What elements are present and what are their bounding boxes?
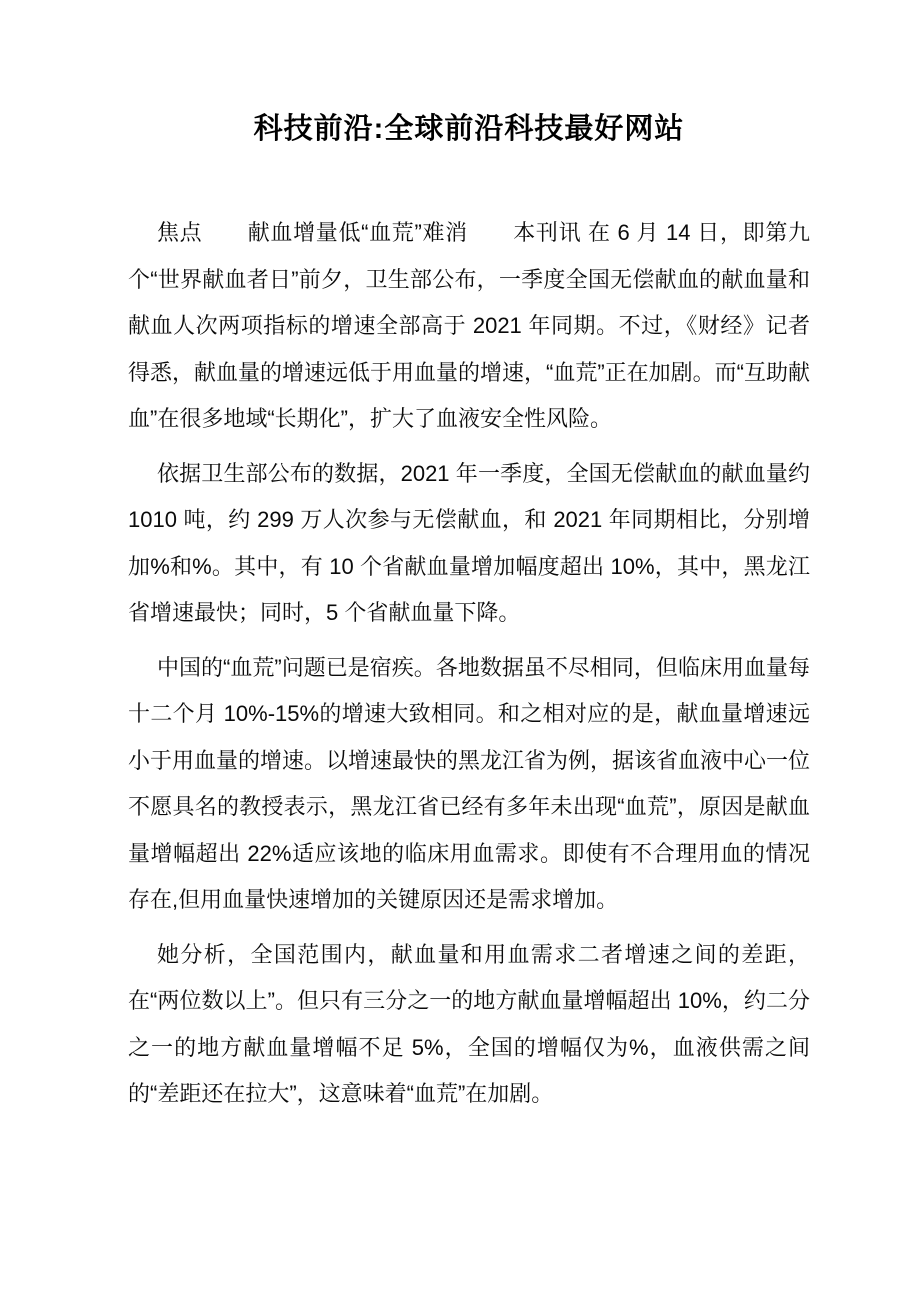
body-paragraph: 焦点 献血增量低“血荒”难消 本刊讯 在 6 月 14 日，即第九个“世界献血者日”前夕，卫生部公布，一季度全国无偿献血的献血量和献血人次两项指标的增速全部高于 2021 年同期。不过，《财经》记者得悉，献血量的增速远低于用血量的增速，“血荒”正在加剧。而“互助献血”在很多地域“长期化”，扩大了血液安全性风险。 [128,220,810,431]
document-content [128,0,810,1118]
body-paragraph: 中国的“血荒”问题已是宿疾。各地数据虽不尽相同，但临床用血量每十二个月 10%-15%的增速大致相同。和之相对应的是，献血量增速远小于用血量的增速。以增速最快的黑龙江省为例，据该省血液中心一位不愿具名的教授表示，黑龙江省已经有多年未出现“血荒”，原因是献血量增幅超出 22%适应该地的临床用血需求。即使有不合理用血的情况存在,但用血量快速增加的关键原因还是需求增加。 [128,654,811,912]
document-body [128,210,810,1118]
document-title: 科技前沿:全球前沿科技最好网站 [253,113,685,145]
body-paragraph: 她分析，全国范围内，献血量和用血需求二者增速之间的差距，在“两位数以上”。但只有三分之一的地方献血量增幅超出 10%，约二分之一的地方献血量增幅不足 5%，全国的增幅仅为%，血液供需之间的“差距还在拉大”，这意味着“血荒”在加剧。 [128,941,810,1106]
body-paragraph: 依据卫生部公布的数据，2021 年一季度，全国无偿献血的献血量约 1010 吨，约 299 万人次参与无偿献血，和 2021 年同期相比，分别增加%和%。其中，有 10 个省献血量增加幅度超出 10%，其中，黑龙江省增速最快；同时，5 个省献血量下降。 [128,460,810,625]
